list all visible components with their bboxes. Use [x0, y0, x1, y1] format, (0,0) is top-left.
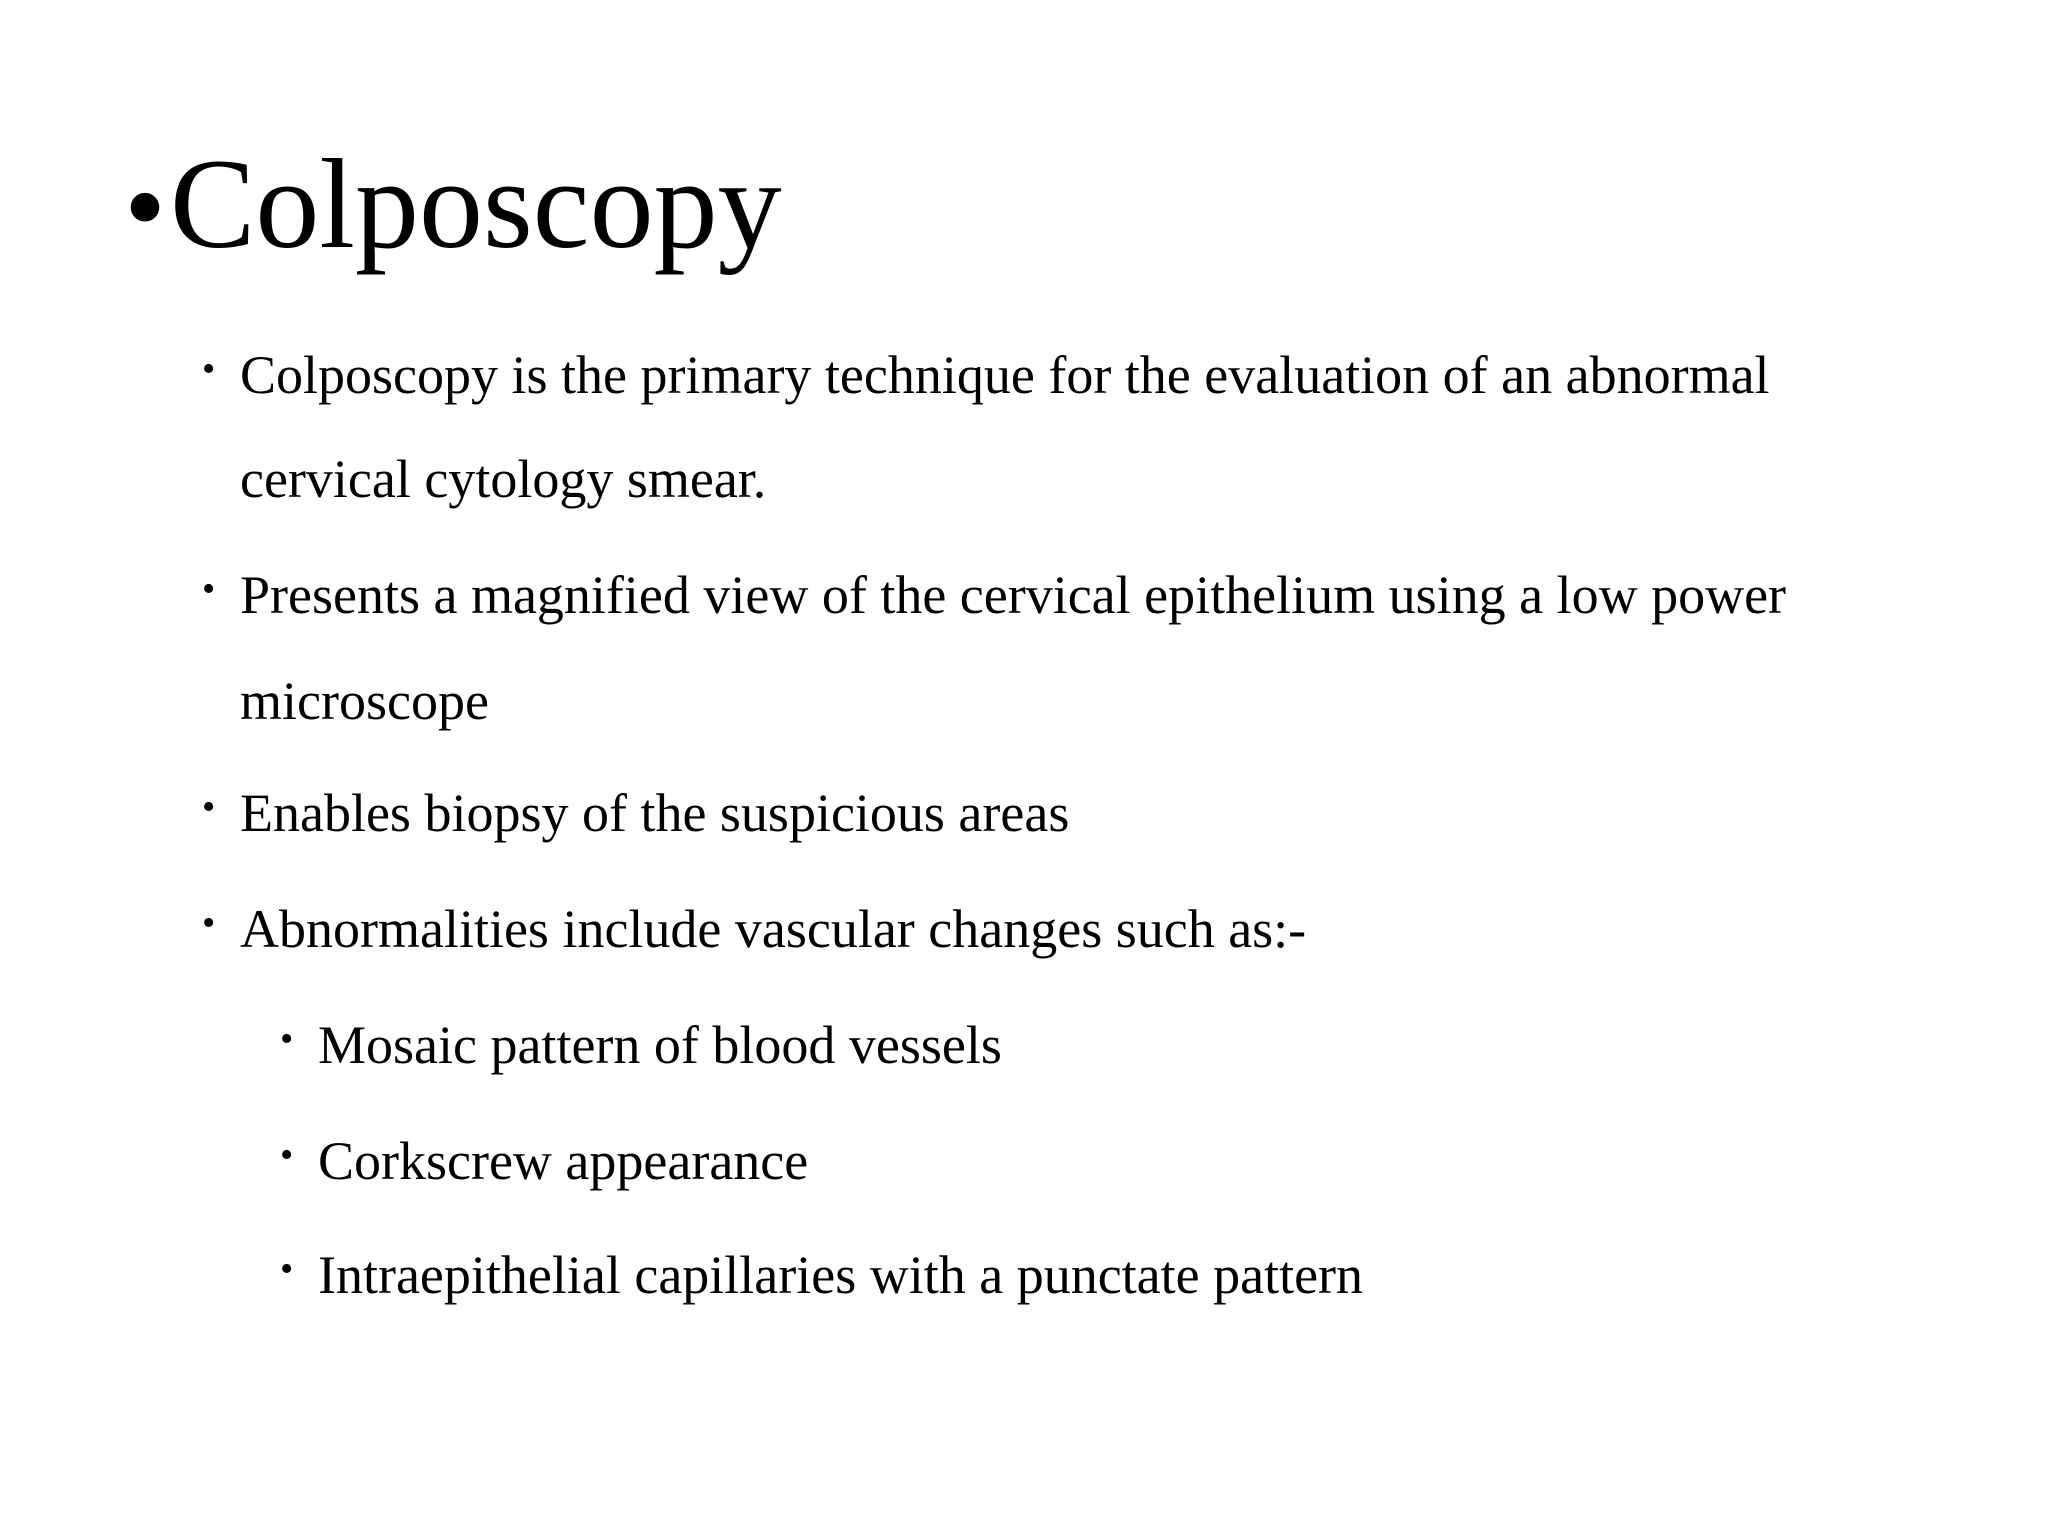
- bullet-icon: •: [280, 1134, 294, 1176]
- bullet-icon: •: [280, 1018, 294, 1060]
- bullet-text: Enables biopsy of the suspicious areas: [240, 783, 1070, 843]
- bullet-item-abnormalities: [202, 899, 1307, 959]
- bullet-text: microscope: [240, 671, 489, 731]
- bullet-item-magnified-view: [202, 565, 1787, 625]
- bullet-icon: •: [202, 902, 216, 944]
- title-text: Colposcopy: [170, 133, 782, 275]
- title-bullet-icon: •: [124, 140, 167, 273]
- bullet-text: Colposcopy is the primary technique for the evaluation of an abnormal: [240, 345, 1770, 405]
- bullet-item-continuation: [240, 671, 489, 731]
- bullet-item-primary-technique: [202, 345, 1770, 405]
- sub-bullet-item-corkscrew: [280, 1131, 809, 1191]
- bullet-item-biopsy: [202, 783, 1070, 843]
- bullet-icon: •: [280, 1248, 294, 1290]
- bullet-text: Presents a magnified view of the cervical epithelium using a low power: [240, 565, 1787, 625]
- bullet-icon: •: [202, 348, 216, 390]
- bullet-text: cervical cytology smear.: [240, 449, 767, 509]
- bullet-text: Intraepithelial capillaries with a punctate pattern: [318, 1245, 1364, 1305]
- bullet-icon: •: [202, 786, 216, 828]
- bullet-icon: •: [202, 568, 216, 610]
- bullet-text: Mosaic pattern of blood vessels: [318, 1015, 1002, 1075]
- bullet-item-continuation: [240, 449, 767, 509]
- sub-bullet-item-mosaic: [280, 1015, 1002, 1075]
- bullet-text: Abnormalities include vascular changes such as:-: [240, 899, 1307, 959]
- sub-bullet-item-punctate: [280, 1245, 1364, 1305]
- bullet-text: Corkscrew appearance: [318, 1131, 809, 1191]
